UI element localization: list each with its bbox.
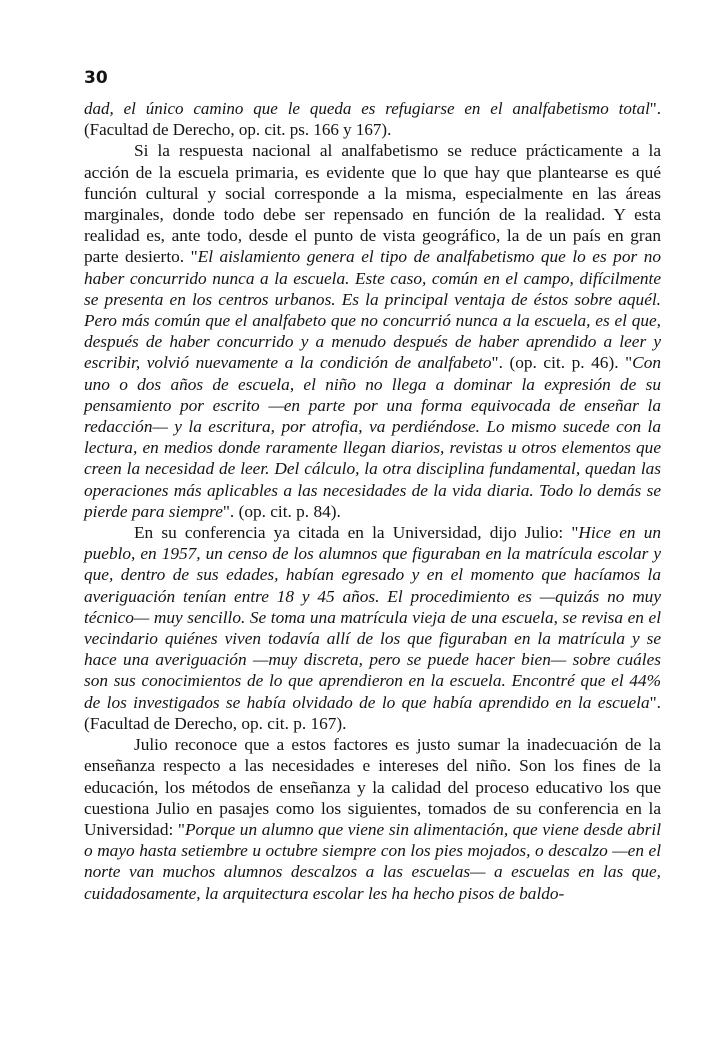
body-text: Julio reconoce que a estos factores es justo sumar la inadecuación de la enseñanza respecto a las necesidades e intereses del niño. Son los fines de la educación, los métodos de enseñanza y la calidad del proceso educativo los que cuestiona Julio en pasajes como los siguientes, tomados de su conferencia en la Universidad: " (84, 735, 661, 839)
quoted-text-italic: El aislamiento genera el tipo de analfabetismo que lo es por no haber concurrido nunca a la escuela. Este caso, común en el campo, difícilmente se presenta en los centros urbanos. Es la principal ventaja de éstos sobre aquél. Pero más común que el analfabeto que no concurrió nunca a la escuela, es el que, después de haber concurrido y a menudo después de haber aprendido a leer y escribir, volvió nuevamente a la condición de analfabeto (84, 247, 661, 373)
body-text: ". (Facultad de Derecho, op. cit. p. 167). (84, 692, 661, 733)
paragraph-illiteracy-response (84, 140, 661, 522)
body-text: Si la respuesta nacional al analfabetismo se reduce prácticamente a la acción de la escuela primaria, es evidente que lo que hay que plantearse es qué función cultural y social corresponde a la misma, especialmente en las áreas marginales, donde todo debe ser repensado en función de la realidad. Y esta realidad es, ante todo, desde el punto de vista geográfico, la de un país en gran parte desierto. " (84, 141, 661, 267)
body-text: ". (op. cit. p. 46). " (491, 353, 633, 373)
paragraph-teaching-inadequacy (84, 734, 661, 904)
quoted-text-italic: Con uno o dos años de escuela, el niño no llega a dominar la expresión de su pensamiento por escrito —en parte por una forma equivocada de enseñar la redacción— y la escritura, por atrofia, va perdiéndose. Lo mismo sucede con la lectura, en medios donde raramente llegan diarios, revistas u otros elementos que creen la necesidad de leer. Del cálculo, la otra disciplina fundamental, quedan las operaciones más aplicables a las necesidades de la vida diaria. Todo lo demás se pierde para siempre (84, 353, 661, 521)
paragraph-continuation (84, 98, 661, 140)
quoted-text-italic: Hice en un pueblo, en 1957, un censo de los alumnos que figuraban en la matrícula escolar y que, dentro de sus edades, habían egresado y en el momento que hacíamos la averiguación tenían entre 18 y 45 años. El procedimiento es —quizás no muy técnico— muy sencillo. Se toma una matrícula vieja de una escuela, se revisa en el vecindario quiénes viven todavía allí de los que figuraban en la matrícula y se hace una averiguación —muy discreta, pero se puede hacer bien— sobre cuáles son sus conocimientos de lo que aprendieron en la escuela. Encontré que el 44% de los investigados se había olvidado de lo que había aprendido en la escuela (84, 523, 661, 712)
quoted-text-italic: Porque un alumno que viene sin alimentación, que viene desde abril o mayo hasta setiembre u octubre siempre con los pies mojados, o descalzo —en el norte van muchos alumnos descalzos a las escuelas— a escuelas en las que, cuidadosamente, la arquitectura escolar les ha hecho pisos de baldo- (84, 819, 661, 903)
page-number: 30 (84, 68, 108, 88)
document-page (84, 68, 661, 904)
quoted-text-italic: dad, el único camino que le queda es refugiarse en el analfabetismo total (84, 99, 650, 118)
paragraph-julio-conference (84, 522, 661, 734)
body-text: En su conferencia ya citada en la Universidad, dijo Julio: " (134, 523, 579, 543)
body-text: ". (Facultad de Derecho, op. cit. ps. 166 y 167). (84, 99, 661, 140)
body-text: ". (op. cit. p. 84). (222, 501, 341, 521)
